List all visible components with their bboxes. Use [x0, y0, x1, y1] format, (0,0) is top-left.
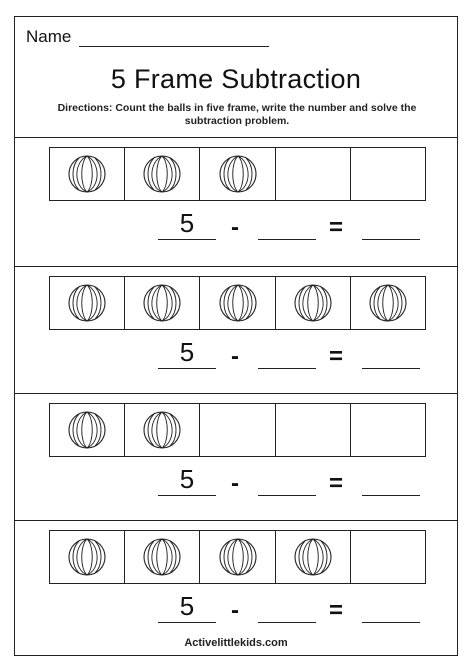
beach-ball-icon — [218, 537, 258, 577]
total-number: 5 — [158, 465, 216, 496]
equals-sign: = — [329, 343, 344, 370]
subtrahend-blank[interactable] — [258, 209, 316, 240]
frame-cell — [276, 148, 351, 200]
answer-blank[interactable] — [362, 209, 420, 240]
frame-cell — [351, 404, 425, 456]
equals-sign: = — [329, 470, 344, 497]
footer-site: Activelittlekids.com — [184, 637, 288, 649]
frame-cell — [125, 148, 200, 200]
answer-blank[interactable] — [362, 338, 420, 369]
frame-cell — [351, 277, 425, 329]
beach-ball-icon — [218, 154, 258, 194]
subtraction-equation — [15, 592, 457, 628]
beach-ball-icon — [142, 154, 182, 194]
worksheet-title: 5 Frame Subtraction — [110, 64, 362, 94]
beach-ball-icon — [293, 283, 333, 323]
beach-ball-icon — [368, 283, 408, 323]
frame-cell — [200, 404, 275, 456]
five-frame — [49, 147, 426, 201]
worksheet — [14, 16, 458, 656]
problem-section — [15, 393, 457, 520]
answer-blank[interactable] — [362, 465, 420, 496]
frame-cell — [200, 531, 275, 583]
worksheet-header — [15, 17, 457, 137]
five-frame — [49, 530, 426, 584]
frame-cell — [200, 148, 275, 200]
subtraction-equation — [15, 338, 457, 374]
beach-ball-icon — [142, 410, 182, 450]
beach-ball-icon — [293, 537, 333, 577]
frame-cell — [351, 531, 425, 583]
equals-sign: = — [329, 214, 344, 241]
beach-ball-icon — [67, 283, 107, 323]
problem-section — [15, 266, 457, 393]
total-number: 5 — [158, 338, 216, 369]
name-field-line[interactable] — [79, 28, 269, 47]
frame-cell — [50, 404, 125, 456]
equals-sign: = — [329, 597, 344, 624]
five-frame — [49, 403, 426, 457]
frame-cell — [200, 277, 275, 329]
problem-section — [15, 137, 457, 266]
five-frame — [49, 276, 426, 330]
subtrahend-blank[interactable] — [258, 592, 316, 623]
total-number: 5 — [158, 592, 216, 623]
minus-sign: - — [231, 214, 239, 241]
frame-cell — [276, 404, 351, 456]
subtrahend-blank[interactable] — [258, 465, 316, 496]
problem-section — [15, 520, 457, 641]
frame-cell — [50, 531, 125, 583]
directions-text: Directions: Count the balls in five frame, write the number and solve the subtraction problem. — [57, 102, 417, 127]
frame-cell — [125, 404, 200, 456]
beach-ball-icon — [67, 154, 107, 194]
frame-cell — [50, 148, 125, 200]
beach-ball-icon — [142, 537, 182, 577]
frame-cell — [125, 531, 200, 583]
beach-ball-icon — [142, 283, 182, 323]
subtraction-equation — [15, 209, 457, 245]
beach-ball-icon — [67, 410, 107, 450]
minus-sign: - — [231, 597, 239, 624]
frame-cell — [125, 277, 200, 329]
minus-sign: - — [231, 470, 239, 497]
subtraction-equation — [15, 465, 457, 501]
answer-blank[interactable] — [362, 592, 420, 623]
total-number: 5 — [158, 209, 216, 240]
beach-ball-icon — [67, 537, 107, 577]
frame-cell — [351, 148, 425, 200]
name-row — [26, 27, 269, 47]
minus-sign: - — [231, 343, 239, 370]
frame-cell — [50, 277, 125, 329]
name-label: Name — [26, 27, 72, 46]
frame-cell — [276, 277, 351, 329]
subtrahend-blank[interactable] — [258, 338, 316, 369]
frame-cell — [276, 531, 351, 583]
beach-ball-icon — [218, 283, 258, 323]
